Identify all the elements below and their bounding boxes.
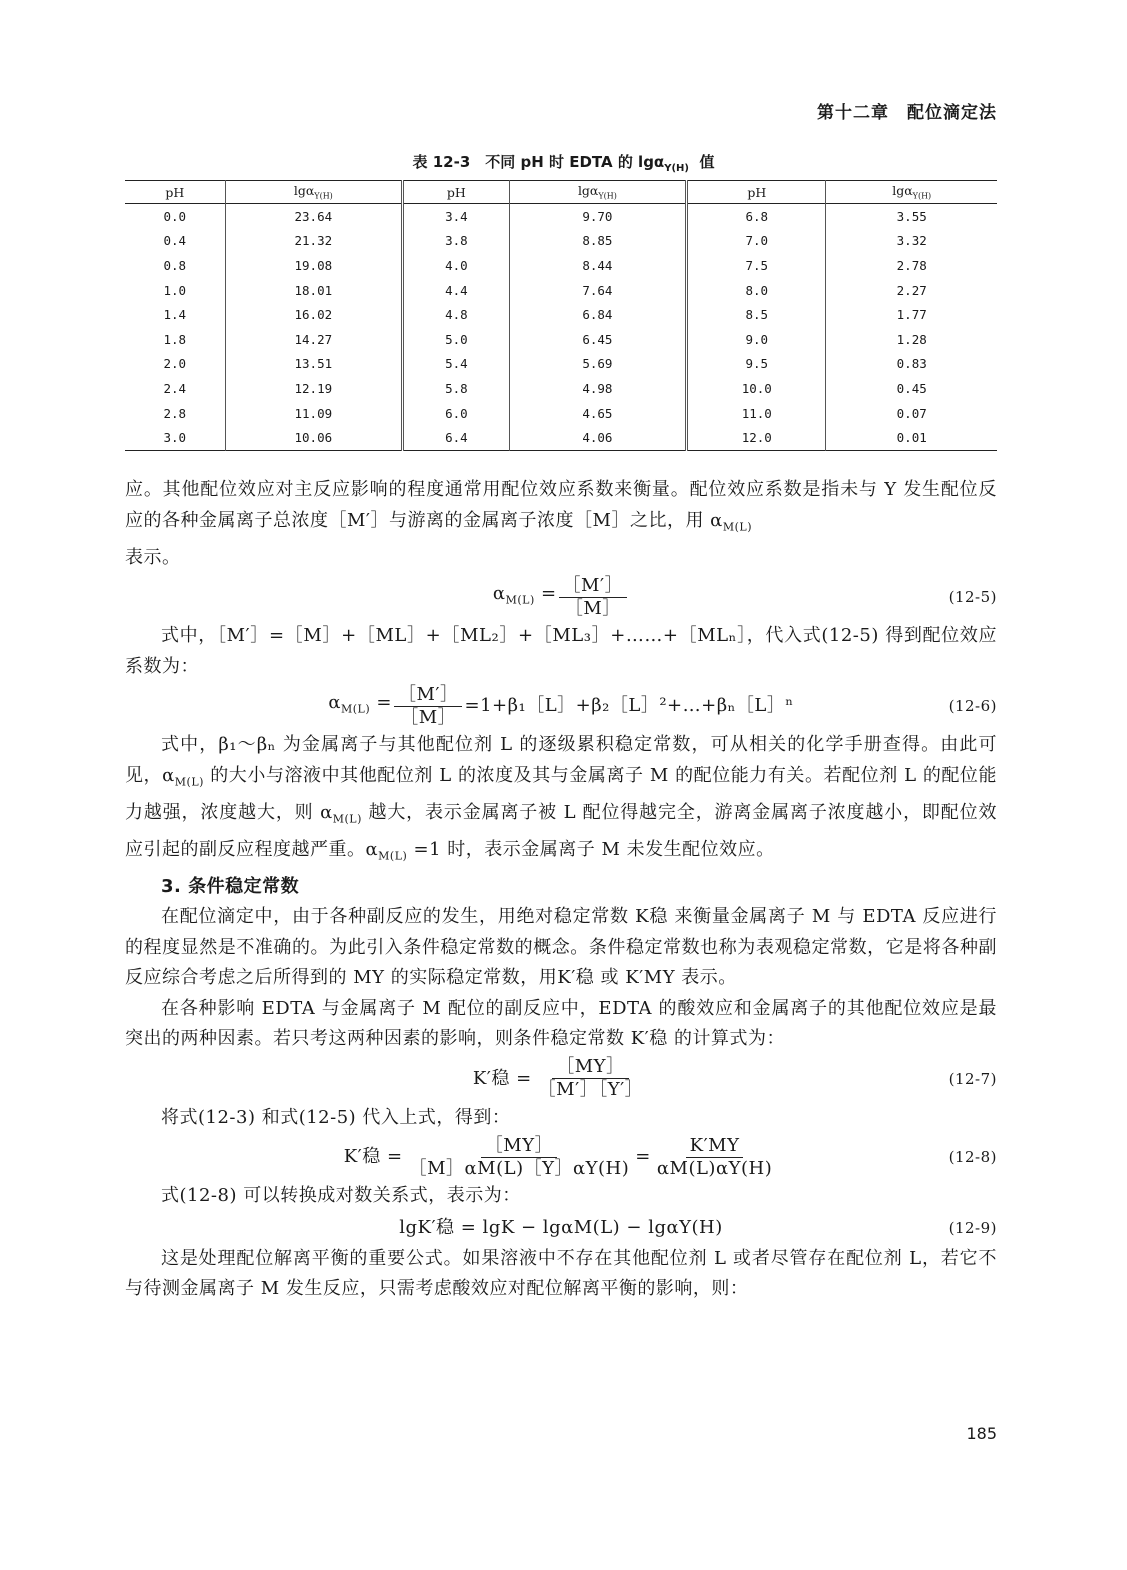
table-cell: 4.65 [509, 401, 687, 426]
table-cell: 8.44 [509, 253, 687, 278]
table-cell: 1.28 [896, 331, 927, 347]
table-cell: 3.0 [125, 425, 225, 450]
table-cell: 5.8 [403, 376, 510, 401]
col-lg-2: lgα$_{Y(H)}$ [509, 181, 687, 204]
table-cell: 23.64 [225, 204, 403, 229]
table-cell: 3.32 [896, 233, 927, 249]
table-cell: 6.4 [403, 425, 510, 450]
table-cell: 6.84 [509, 302, 687, 327]
equation-12-6: $\alpha_{M(L)}$ = $\frac{[M']}{[M]}$ =1+β₁［L］+β₂［L］²+…+βₙ［L］ⁿ (12-6) [328, 683, 997, 728]
table-cell: 0.8 [125, 253, 225, 278]
table-cell: 12.19 [225, 376, 403, 401]
paragraph: 应。其他配位效应对主反应影响的程度通常用配位效应系数来衡量。配位效应系数是指未与 Y 发生配位反应的各种金属离子总浓度［M′］与游离的金属离子浓度［M］之比，用 $\alpha_{M(L)}$ 表示。 [125, 479, 997, 568]
table-cell: 2.27 [896, 282, 927, 298]
table-cell: 0.83 [896, 356, 927, 372]
paragraph: 式(12-8) 可以转换成对数关系式，表示为： [161, 1185, 521, 1207]
table-cell: 10.06 [225, 425, 403, 450]
ph-lg-alpha-table [125, 180, 997, 451]
paragraph: 在配位滴定中，由于各种副反应的发生，用绝对稳定常数 K稳 来衡量金属离子 M 与 EDTA 反应进行的程度显然是不准确的。为此引入条件稳定常数的概念。条件稳定常数也称为表观稳定常数，它是将各种副反应综合考虑之后所得到的 MY 的实际稳定常数，用K′稳 或 K′MY 表示。 [125, 906, 997, 989]
table-row [125, 401, 997, 426]
table-cell: 3.4 [403, 204, 510, 229]
table-cell: 4.4 [403, 278, 510, 303]
table-cell: 7.0 [687, 229, 826, 254]
table-cell: 0.4 [125, 229, 225, 254]
table-cell: 9.0 [687, 327, 826, 352]
table-cell: 6.45 [509, 327, 687, 352]
table-cell: 2.78 [896, 257, 927, 273]
col-lg-1: lgα$_{Y(H)}$ [225, 181, 403, 204]
table-row [125, 327, 997, 352]
table-cell: 0.07 [896, 405, 927, 421]
table-row [125, 204, 997, 229]
table-cell: 2.8 [125, 401, 225, 426]
table-cell: 1.77 [896, 307, 927, 323]
chapter-header: 第十二章 配位滴定法 [817, 103, 997, 123]
table-cell: 8.0 [687, 278, 826, 303]
equation-12-8: K′稳 = $\frac{[MY]}{[M]\alpha M(L)[Y]\alpha Y(H)}$ = $\frac{K'MY}{\alpha M(L)\alpha Y(H)}$ (12-8) [343, 1134, 997, 1179]
table-cell: 4.8 [403, 302, 510, 327]
equation-12-7: K′稳 = $\frac{[MY]}{[M'][Y']}$ (12-7) [472, 1056, 997, 1101]
table-cell: 0.01 [896, 430, 927, 446]
table-cell: 19.08 [225, 253, 403, 278]
paragraph: 这是处理配位解离平衡的重要公式。如果溶液中不存在其他配位剂 L 或者尽管存在配位剂 L，若它不与待测金属离子 M 发生反应，只需考虑酸效应对配位解离平衡的影响，则： [125, 1247, 997, 1300]
table-cell: 10.0 [687, 376, 826, 401]
table-cell: 13.51 [225, 352, 403, 377]
paragraph: 将式(12-3) 和式(12-5) 代入上式，得到： [161, 1106, 511, 1128]
table-cell: 6.8 [687, 204, 826, 229]
table-row [125, 302, 997, 327]
col-ph-3: pH [687, 181, 826, 204]
table-cell: 18.01 [225, 278, 403, 303]
table-cell: 0.0 [125, 204, 225, 229]
table-cell: 4.0 [403, 253, 510, 278]
col-ph-2: pH [403, 181, 510, 204]
table-cell: 12.0 [687, 425, 826, 450]
table-cell: 14.27 [225, 327, 403, 352]
table-cell: 7.64 [509, 278, 687, 303]
table-cell: 2.4 [125, 376, 225, 401]
equation-12-5: $\alpha_{M(L)}$ = $\frac{[M']}{[M]}$ (12-5) [492, 574, 997, 619]
table-row [125, 278, 997, 303]
main-text [125, 475, 997, 1305]
table-cell: 11.09 [225, 401, 403, 426]
table-cell: 7.5 [687, 253, 826, 278]
table-cell: 6.0 [403, 401, 510, 426]
table-cell: 5.4 [403, 352, 510, 377]
table-cell: 1.4 [125, 302, 225, 327]
section-heading: 3. 条件稳定常数 [161, 875, 300, 897]
table-cell: 1.8 [125, 327, 225, 352]
table-cell: 3.55 [896, 208, 927, 224]
table-header-row [125, 181, 997, 204]
table-caption: 表 12-3 不同 pH 时 EDTA 的 lgα$_{Y(H)}$ 值 [412, 153, 715, 174]
table-cell: 4.98 [509, 376, 687, 401]
table-row [125, 376, 997, 401]
table-cell: 11.0 [687, 401, 826, 426]
table-cell: 8.5 [687, 302, 826, 327]
table-row [125, 253, 997, 278]
table-cell: 1.0 [125, 278, 225, 303]
table-cell: 9.5 [687, 352, 826, 377]
table-cell: 16.02 [225, 302, 403, 327]
table-row [125, 425, 997, 450]
table-cell: 5.0 [403, 327, 510, 352]
table-cell: 3.8 [403, 229, 510, 254]
equation-12-9: lgK′稳 = lgK − lgαM(L) − lgαY(H) (12-9) [399, 1216, 997, 1238]
table-row [125, 352, 997, 377]
table-cell: 5.69 [509, 352, 687, 377]
col-lg-3: lgα$_{Y(H)}$ [892, 183, 932, 201]
col-ph-1: pH [125, 181, 225, 204]
table-row [125, 229, 997, 254]
table-cell: 2.0 [125, 352, 225, 377]
page-number: 185 [966, 1424, 997, 1443]
table-cell: 0.45 [896, 380, 927, 396]
paragraph: 在各种影响 EDTA 与金属离子 M 配位的副反应中，EDTA 的酸效应和金属离子的其他配位效应是最突出的两种因素。若只考这两种因素的影响，则条件稳定常数 K′稳 的计算式为： [125, 997, 997, 1050]
table-cell: 21.32 [225, 229, 403, 254]
table-cell: 9.70 [509, 204, 687, 229]
paragraph: 式中，β₁～βₙ 为金属离子与其他配位剂 L 的逐级累积稳定常数，可从相关的化学手册查得。由此可见，$\alpha_{M(L)}$ 的大小与溶液中其他配位剂 L 的浓度及其与金属离子 M 的配位能力有关。若配位剂 L 的配位能力越强，浓度越大，则 $\alpha_{M(L)}$ 越大，表示金属离子被 L 配位得越完全，游离金属离子浓度越小，即配位效应引起的副反应程度越严重。$\alpha_{M(L)} =1$ 时，表示金属离子 M 未发生配位效应。 [125, 734, 997, 863]
paragraph: 式中，［M′］=［M］+［ML］+［ML₂］+［ML₃］+……+［MLₙ］，代入式(12-5) 得到配位效应系数为： [125, 625, 997, 677]
table-cell: 4.06 [509, 425, 687, 450]
table-cell: 8.85 [509, 229, 687, 254]
